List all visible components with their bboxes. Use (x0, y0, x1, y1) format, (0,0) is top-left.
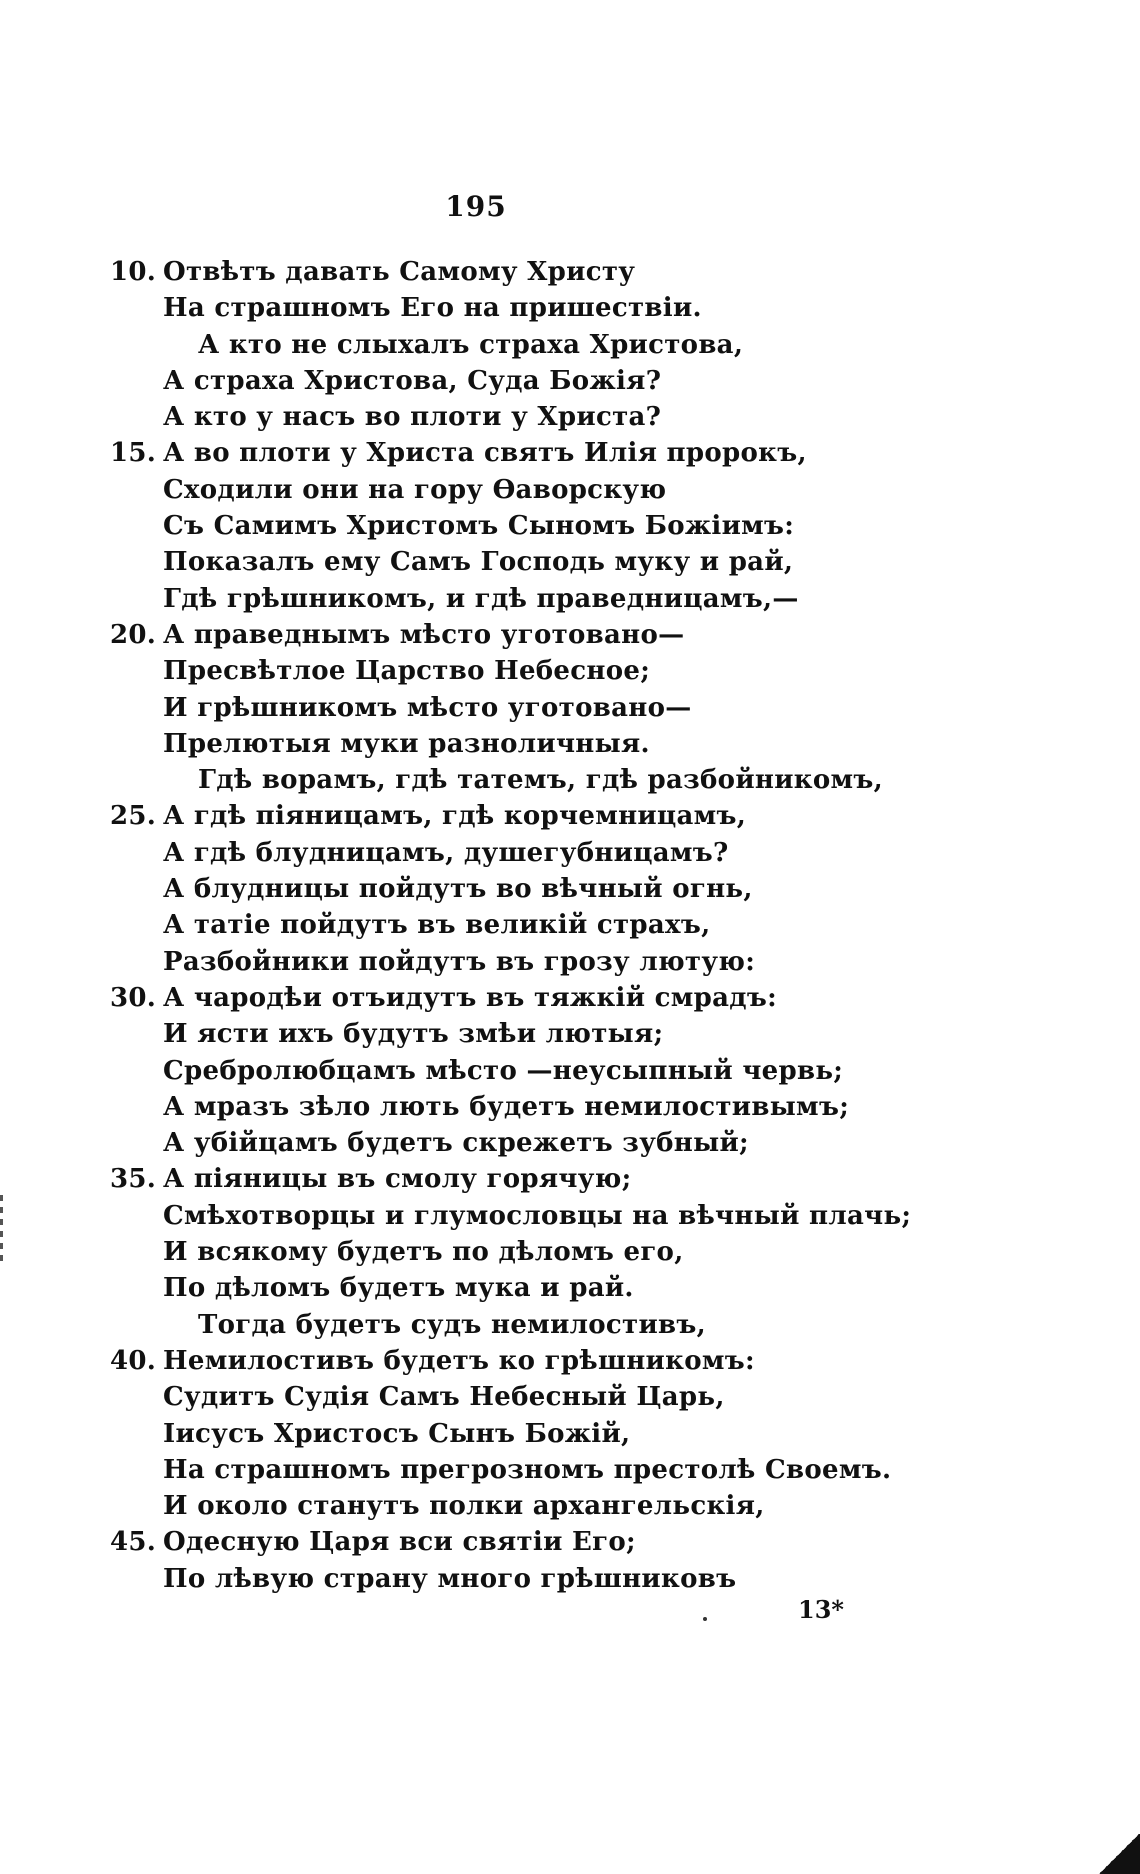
line-text: А гдѣ блудницамъ, душегубницамъ? (163, 837, 729, 868)
line-text: Съ Самимъ Христомъ Сыномъ Божіимъ: (163, 511, 795, 542)
verse-line (0, 1270, 1000, 1306)
line-text: Смѣхотворцы и глумословцы на вѣчный плачь; (163, 1200, 912, 1231)
line-text: А праведнымъ мѣсто уготовано— (163, 619, 685, 650)
line-text: И грѣшникомъ мѣсто уготовано— (163, 692, 692, 723)
line-number: 35. (110, 1164, 157, 1195)
verse-line (0, 1452, 1000, 1488)
verse-line (0, 1234, 1000, 1270)
signature-mark: 13* (798, 1595, 844, 1624)
line-text: Прелютыя муки разноличныя. (163, 728, 650, 759)
line-text: Тогда будетъ судъ немилостивъ, (198, 1309, 707, 1340)
verse-line (0, 1379, 1000, 1415)
line-text: А кто у насъ во плоти у Христа? (163, 402, 662, 433)
verse-line (0, 835, 1000, 871)
line-number: 30. (110, 982, 157, 1013)
verse-line (0, 1307, 1000, 1343)
verse-line (0, 508, 1000, 544)
line-text: А страха Христова, Суда Божія? (163, 365, 662, 396)
verse-block (0, 254, 1000, 1597)
line-text: А во плоти у Христа святъ Илія пророкъ, (163, 438, 807, 469)
line-text: Отвѣтъ давать Самому Христу (163, 257, 636, 287)
line-text: А чародѣи отъидутъ въ тяжкій смрадъ: (163, 982, 778, 1013)
line-number: 25. (110, 801, 157, 832)
verse-line (0, 907, 1000, 943)
line-text: На страшномъ Его на пришествіи. (163, 293, 702, 324)
verse-line (0, 327, 1000, 363)
line-text: И всякому будетъ по дѣломъ его, (163, 1237, 684, 1268)
verse-line (0, 1561, 1000, 1597)
line-text: По дѣломъ будетъ мука и рай. (163, 1273, 634, 1304)
line-text: Пресвѣтлое Царство Небесное; (163, 656, 651, 687)
verse-line (0, 1089, 1000, 1125)
line-text: На страшномъ прегрозномъ престолѣ Своемъ. (163, 1454, 892, 1485)
verse-line (0, 1524, 1000, 1560)
margin-mark (0, 1195, 3, 1265)
verse-line (0, 1053, 1000, 1089)
page-corner-mark (1098, 1834, 1140, 1874)
line-text: А піяницы въ смолу горячую; (163, 1164, 632, 1195)
verse-line (0, 1161, 1000, 1197)
line-text: Сребролюбцамъ мѣсто —неусыпный червь; (163, 1055, 844, 1086)
verse-line (0, 254, 1000, 290)
line-text: Разбойники пойдутъ въ грозу лютую: (163, 946, 756, 977)
verse-line (0, 653, 1000, 689)
line-text: Судитъ Судія Самъ Небесный Царь, (163, 1382, 725, 1413)
verse-line (0, 1198, 1000, 1234)
line-text: Сходили они на гору Ѳаворскую (163, 474, 667, 505)
line-text: И ясти ихъ будутъ змѣи лютыя; (163, 1019, 664, 1050)
line-number: 10. (110, 257, 157, 287)
verse-line (0, 980, 1000, 1016)
line-text: А гдѣ піяницамъ, гдѣ корчемницамъ, (163, 801, 747, 832)
verse-line (0, 1016, 1000, 1052)
line-text: Одесную Царя вси святіи Его; (163, 1527, 636, 1558)
verse-line (0, 871, 1000, 907)
line-text: И около станутъ полки архангельскія, (163, 1491, 765, 1522)
line-text: Показалъ ему Самъ Господь муку и рай, (163, 547, 794, 578)
verse-line (0, 944, 1000, 980)
line-text: Немилостивъ будетъ ко грѣшникомъ: (163, 1345, 755, 1376)
line-number: 40. (110, 1345, 157, 1376)
verse-line (0, 762, 1000, 798)
verse-line (0, 544, 1000, 580)
verse-line (0, 435, 1000, 471)
line-text: Іисусъ Христосъ Сынъ Божій, (163, 1418, 631, 1449)
verse-line (0, 472, 1000, 508)
ink-speck (703, 1617, 707, 1621)
verse-line (0, 290, 1000, 326)
line-text: А мразъ зѣло лють будетъ немилостивымъ; (163, 1091, 850, 1122)
line-text: А татіе пойдутъ въ великій страхъ, (163, 910, 711, 941)
verse-line (0, 1125, 1000, 1161)
page-number: 195 (445, 190, 507, 223)
verse-line (0, 726, 1000, 762)
verse-line (0, 1343, 1000, 1379)
line-text: А кто не слыхалъ страха Христова, (198, 329, 744, 360)
verse-line (0, 690, 1000, 726)
verse-line (0, 363, 1000, 399)
line-text: А блудницы пойдутъ во вѣчный огнь, (163, 874, 753, 905)
line-number: 45. (110, 1527, 157, 1558)
line-text: А убійцамъ будетъ скрежетъ зубный; (163, 1128, 749, 1159)
verse-line (0, 617, 1000, 653)
line-text: Гдѣ ворамъ, гдѣ татемъ, гдѣ разбойникомъ, (198, 765, 884, 796)
verse-line (0, 1488, 1000, 1524)
line-number: 20. (110, 619, 157, 650)
verse-line (0, 1416, 1000, 1452)
verse-line (0, 399, 1000, 435)
verse-line (0, 798, 1000, 834)
verse-line (0, 581, 1000, 617)
line-text: Гдѣ грѣшникомъ, и гдѣ праведницамъ,— (163, 583, 799, 614)
line-number: 15. (110, 438, 157, 469)
line-text: По лѣвую страну много грѣшниковъ (163, 1563, 737, 1594)
